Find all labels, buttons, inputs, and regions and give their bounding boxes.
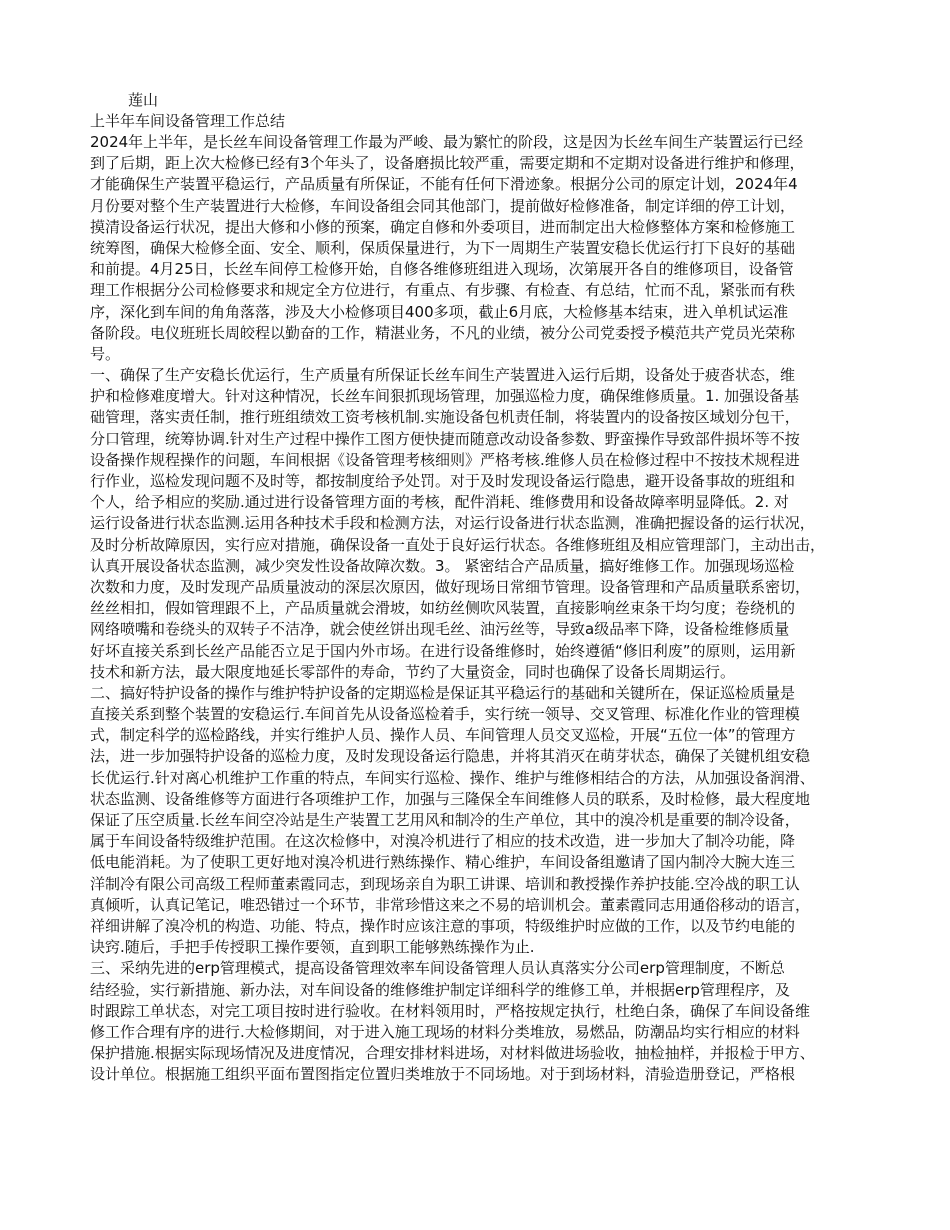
- body-line: 设备操作规程操作的问题，车间根据《设备管理考核细则》严格考核.维修人员在检修过程中不按技术规程进: [90, 450, 800, 469]
- body-line: 序，深化到车间的角角落落，涉及大小检修项目400多项，截止6月底，大检修基本结束，进入单机试运准: [90, 302, 789, 321]
- author-name: 莲山: [128, 91, 159, 109]
- body-line: 分口管理，统筹协调.针对生产过程中操作工图方便快捷而随意改动设备参数、野蛮操作导致部件损坏等不按: [90, 429, 800, 448]
- body-line: 式，制定科学的巡检路线，并实行维护人员、操作人员、车间管理人员交叉巡检，开展“五位一体”的管理方: [90, 726, 796, 745]
- body-line: 2024年上半年，是长丝车间设备管理工作最为严峻、最为繁忙的阶段，这是因为长丝车间生产装置运行已经: [90, 133, 804, 151]
- body-line: 摸清设备运行状况，提出大修和小修的预案，确定自修和外委项目，进而制定出大检修整体方案和检修施工: [90, 217, 796, 236]
- body-line: 丝丝相扣，假如管理跟不上，产品质量就会滑坡，如纺丝侧吹风装置，直接影响丝束条干均匀度；卷绕机的: [90, 599, 796, 618]
- body-line: 号。: [90, 344, 121, 363]
- body-line: 好坏直接关系到长丝产品能否立足于国内外市场。在进行设备维修时，始终遵循“修旧利废”的原则，运用新: [90, 641, 796, 660]
- body-line: 三、采纳先进的erp管理模式，提高设备管理效率车间设备管理人员认真落实分公司erp管理制度，不断总: [90, 959, 785, 978]
- document-body: [90, 132, 860, 1085]
- body-line: 次数和力度，及时发现产品质量波动的深层次原因，做好现场日常细节管理。设备管理和产品质量联系密切，: [90, 577, 811, 596]
- document-title: 上半年车间设备管理工作总结: [90, 112, 286, 130]
- body-line: 月份要对整个生产装置进行大检修，车间设备组会同其他部门，提前做好检修准备，制定详细的停工计划，: [90, 196, 796, 215]
- body-line: 真倾听，认真记笔记，唯恐错过一个环节，非常珍惜这来之不易的培训机会。董素霞同志用通俗移动的语言，: [90, 895, 811, 914]
- body-line: 一、确保了生产安稳长优运行，生产质量有所保证长丝车间生产装置进入运行后期，设备处于疲沓状态，维: [90, 366, 796, 385]
- body-line: 祥细讲解了溴冷机的构造、功能、特点，操作时应该注意的事项，特级维护时应做的工作，以及节约电能的: [90, 916, 796, 935]
- body-line: 网络喷嘴和卷绕头的双转子不洁净，就会使丝饼出现毛丝、油污丝等，导致a级品率下降，设备检维修质量: [90, 620, 790, 639]
- body-line: 二、搞好特护设备的操作与维护特护设备的定期巡检是保证其平稳运行的基础和关键所在，保证巡检质量是: [90, 683, 796, 702]
- body-line: 及时分析故障原因，实行应对措施，确保设备一直处于良好运行状态。各维修班组及相应管理部门，主动出击，: [90, 535, 826, 554]
- body-line: 状态监测、设备维修等方面进行各项维护工作，加强与三隆保全车间维修人员的联系，及时检修，最大程度地: [90, 789, 811, 808]
- body-line: 时跟踪工单状态，对完工项目按时进行验收。在材料领用时，严格按规定执行，杜绝白条，确保了车间设备维: [90, 1001, 811, 1020]
- body-line: 础管理，落实责任制，推行班组绩效工资考核机制.实施设备包机责任制，将装置内的设备按区域划分包干，: [90, 408, 800, 427]
- body-line: 修工作合理有序的进行.大检修期间，对于进入施工现场的材料分类堆放，易燃品，防潮品均实行相应的材料: [90, 1022, 800, 1041]
- body-line: 直接关系到整个装置的安稳运行.车间首先从设备巡检着手，实行统一领导、交叉管理、标准化作业的管理模: [90, 705, 800, 724]
- body-line: 备阶段。电仪班班长周皎程以勤奋的工作，精湛业务，不凡的业绩，被分公司党委授予模范共产党员光荣称: [90, 323, 796, 342]
- body-line: 法，进一步加强特护设备的巡检力度，及时发现设备运行隐患，并将其消灭在萌芽状态，确保了关键机组安稳: [90, 747, 811, 766]
- body-line: 诀窍.随后，手把手传授职工操作要领，直到职工能够熟练操作为止.: [90, 938, 535, 957]
- body-line: 低电能消耗。为了使职工更好地对溴冷机进行熟练操作、精心维护，车间设备组邀请了国内制冷大腕大连三: [90, 853, 796, 872]
- body-line: 统筹图，确保大检修全面、安全、顺利，保质保量进行，为下一周期生产装置安稳长优运行打下良好的基础: [90, 238, 796, 257]
- body-line: 设计单位。根据施工组织平面布置图指定位置归类堆放于不同场地。对于到场材料，清验造册登记，严格根: [90, 1065, 796, 1084]
- body-line: 认真开展设备状态监测，减少突发性设备故障次数。3。 紧密结合产品质量，搞好维修工作。加强现场巡检: [90, 556, 795, 575]
- body-line: 和前提。4月25日，长丝车间停工检修开始，自修各维修班组进入现场，次第展开各自的维修项目，设备管: [90, 260, 794, 279]
- body-line: 才能确保生产装置平稳运行，产品质量有所保证，不能有任何下滑迹象。根据分公司的原定计划，2024年4: [90, 175, 798, 194]
- body-line: 理工作根据分公司检修要求和规定全方位进行，有重点、有步骤、有检查、有总结，忙而不乱，紧张而有秩: [90, 281, 796, 300]
- body-line: 保证了压空质量.长丝车间空冷站是生产装置工艺用风和制冷的生产单位，其中的溴冷机是重要的制冷设备，: [90, 811, 800, 829]
- body-line: 属于车间设备特级维护范围。在这次检修中，对溴冷机进行了相应的技术改造，进一步加大了制冷功能，降: [90, 832, 796, 851]
- body-line: 行作业，巡检发现问题不及时等，都按制度给予处罚。对于及时发现设备运行隐患，避开设备事故的班组和: [90, 472, 796, 490]
- body-line: 个人，给予相应的奖励.通过进行设备管理方面的考核，配件消耗、维修费用和设备故障率明显降低。2. 对: [90, 493, 789, 512]
- body-line: 洋制冷有限公司高级工程师董素霞同志，到现场亲自为职工讲课、培训和教授操作养护技能.空冷战的职工认: [90, 874, 800, 893]
- body-line: 保护措施.根据实际现场情况及进度情况，合理安排材料进场，对材料做进场验收，抽检抽样，并报检于甲方、: [90, 1044, 815, 1063]
- body-line: 护和检修难度增大。针对这种情况，长丝车间狠抓现场管理，加强巡检力度，确保维修质量。1. 加强设备基: [90, 387, 800, 406]
- body-line: 到了后期，距上次大检修已经有3个年头了，设备磨损比较严重，需要定期和不定期对设备进行维护和修理，: [90, 154, 805, 173]
- body-line: 长优运行.针对离心机维护工作重的特点，车间实行巡检、操作、维护与维修相结合的方法，从加强设备润滑、: [90, 768, 815, 787]
- body-line: 运行设备进行状态监测.运用各种技术手段和检测方法，对运行设备进行状态监测，准确把握设备的运行状况，: [90, 514, 815, 533]
- body-line: 结经验，实行新措施、新办法，对车间设备的维修维护制定详细科学的维修工单，并根据erp管理程序，及: [90, 980, 790, 999]
- body-line: 技术和新方法，最大限度地延长零部件的寿命，节约了大量资金，同时也确保了设备长周期运行。: [90, 662, 736, 681]
